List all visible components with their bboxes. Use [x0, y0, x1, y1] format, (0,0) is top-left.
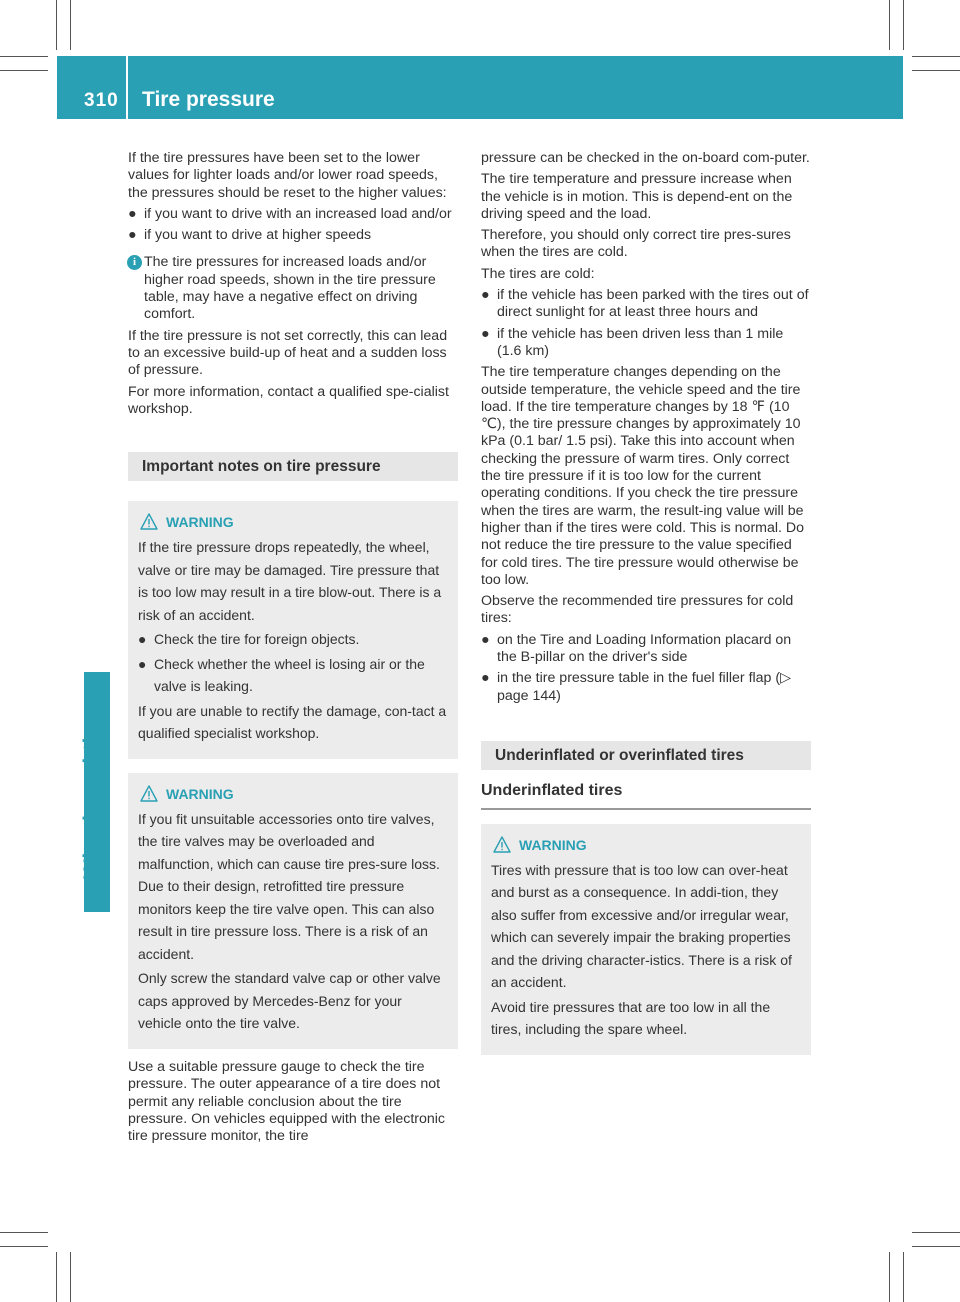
list-item	[481, 632, 811, 667]
list-item	[128, 206, 458, 223]
header-divider	[126, 56, 128, 119]
crop-mark	[56, 0, 57, 50]
list-item-text: if you want to drive with an increased load and/or	[144, 205, 452, 222]
paragraph: Use a suitable pressure gauge to check the tire pressure. The outer appearance of a tire does not permit any reliable conclusion about the tire pressure. On vehicles equipped with the electronic tire pressure monitor, the tire	[128, 1058, 446, 1145]
list-item	[481, 326, 811, 361]
warning-text: If you fit unsuitable accessories onto tire valves, the tire valves may be overloaded and malfunction, which can cause tire pres-sure loss. Due to their design, retrofitted tire pressure monitors keep the tire valve open. This can also result in tire pressure loss. There is a risk of an accident.	[138, 810, 440, 962]
list-item-text: on the Tire and Loading Information placard on the B-pillar on the driver's side	[497, 631, 792, 666]
section-heading: Underinflated or overinflated tires	[481, 741, 811, 770]
warning-triangle-icon	[140, 513, 158, 537]
list-item-text: if you want to drive at higher speeds	[144, 227, 372, 244]
info-circle-icon: i	[127, 255, 142, 270]
warning-label: WARNING	[519, 836, 587, 853]
sub-heading: Underinflated tires	[481, 782, 811, 809]
crop-mark	[0, 1232, 48, 1233]
crop-mark	[912, 1232, 960, 1233]
warning-text: Tires with pressure that is too low can over-heat and burst as a consequence. In addi-tion, they also suffer from excessive and/or irregular wear, which can severely impair the braking properties and the driving character-istics. There is a risk of an accident.	[491, 861, 792, 990]
crop-mark	[56, 1252, 57, 1302]
paragraph: Therefore, you should only correct tire pres-sures when the tires are cold.	[481, 227, 791, 261]
paragraph: For more information, contact a qualified spe-cialist workshop.	[128, 383, 449, 417]
paragraph: The tire temperature changes depending on the outside temperature, the vehicle speed and the tire load. If the tire temperature changes by 18 ℉ (10 ℃), the tire pressure changes by approximately 10 kPa (0.1 bar/ 1.5 psi). Take this into account when checking the pressure of warm tires. Only correct the tire pressure if it is too low for the current operating conditions. If you check the tire pressure when the tires are warm, the result-ing value will be higher than if the tires were cold. This is normal. Do not reduce the tire pressure to the value specified for cold tires. The tire pressure would otherwise be too low.	[481, 364, 805, 588]
warning-header	[491, 834, 801, 856]
crop-mark	[912, 56, 960, 57]
bullet-icon: ●	[481, 631, 490, 648]
list-item-text: if the vehicle has been parked with the tires out of direct sunlight for at least three hours and	[497, 287, 809, 321]
paragraph: If the tire pressures have been set to the lower values for lighter loads and/or lower road speeds, the pressures should be reset to the higher values:	[128, 150, 447, 201]
warning-text: Only screw the standard valve cap or other valve caps approved by Mercedes-Benz for your vehicle onto the tire valve.	[138, 970, 441, 1032]
list-item-text: Check the tire for foreign objects.	[154, 631, 360, 648]
crop-mark	[0, 1246, 48, 1247]
list-item	[138, 628, 448, 651]
warning-triangle-icon	[493, 836, 511, 860]
warning-text: If you are unable to rectify the damage, con-tact a qualified specialist workshop.	[138, 702, 447, 742]
page-title: Tire pressure	[142, 88, 275, 111]
bullet-icon: ●	[481, 670, 490, 687]
paragraph: If the tire pressure is not set correctly, this can lead to an excessive build-up of heat and a sudden loss of pressure.	[128, 327, 448, 379]
crop-mark	[912, 70, 960, 71]
crop-mark	[70, 0, 71, 50]
list-item	[481, 287, 811, 322]
list-item-text: Check whether the wheel is losing air or the valve is leaking.	[154, 655, 425, 695]
crop-mark	[0, 56, 48, 57]
list-item	[128, 227, 458, 244]
crop-mark	[903, 0, 904, 50]
paragraph: The tire temperature and pressure increase when the vehicle is in motion. This is depend-ent on the driving speed and the load.	[481, 171, 793, 222]
warning-box	[128, 501, 458, 759]
warning-triangle-icon	[140, 785, 158, 809]
crop-mark	[889, 0, 890, 50]
crop-mark	[903, 1252, 904, 1302]
warning-label: WARNING	[166, 514, 234, 531]
paragraph: The tires are cold:	[481, 265, 595, 282]
warning-header	[138, 511, 448, 533]
list-item	[138, 653, 448, 698]
section-heading: Important notes on tire pressure	[128, 452, 458, 481]
crop-mark	[912, 1246, 960, 1247]
crop-mark	[0, 70, 48, 71]
paragraph: pressure can be checked in the on-board com-puter.	[481, 150, 810, 166]
bullet-icon: ●	[138, 631, 147, 648]
bullet-icon: ●	[138, 655, 147, 672]
bullet-icon: ●	[128, 227, 137, 244]
info-note	[128, 254, 458, 323]
warning-text: If the tire pressure drops repeatedly, the wheel, valve or tire may be damaged. Tire pressure that is too low may result in a tire blow-out. There is a risk of an accident.	[138, 539, 442, 623]
bullet-icon: ●	[481, 287, 490, 304]
info-note-text: The tire pressures for increased loads and/or higher road speeds, shown in the tire pressure table, may have a negative effect on driving comfort.	[144, 254, 436, 323]
left-column	[128, 150, 458, 1149]
warning-text: Avoid tire pressures that are too low in all the tires, including the spare wheel.	[491, 998, 771, 1037]
page-reference-link[interactable]: in the tire pressure table in the fuel filler flap (▷ page 144)	[497, 670, 792, 704]
crop-mark	[70, 1252, 71, 1302]
warning-header	[138, 783, 448, 805]
warning-box	[481, 824, 811, 1055]
bullet-icon: ●	[128, 205, 137, 222]
right-column	[481, 150, 811, 1065]
list-item	[481, 670, 811, 705]
side-tab-label: Wheels and tires	[80, 704, 103, 880]
paragraph: Observe the recommended tire pressures for cold tires:	[481, 593, 794, 627]
warning-label: WARNING	[166, 785, 234, 802]
page-number: 310	[84, 90, 119, 111]
warning-box	[128, 773, 458, 1049]
crop-mark	[889, 1252, 890, 1302]
bullet-icon: ●	[481, 325, 490, 342]
list-item-text: if the vehicle has been driven less than 1 mile (1.6 km)	[497, 325, 784, 359]
